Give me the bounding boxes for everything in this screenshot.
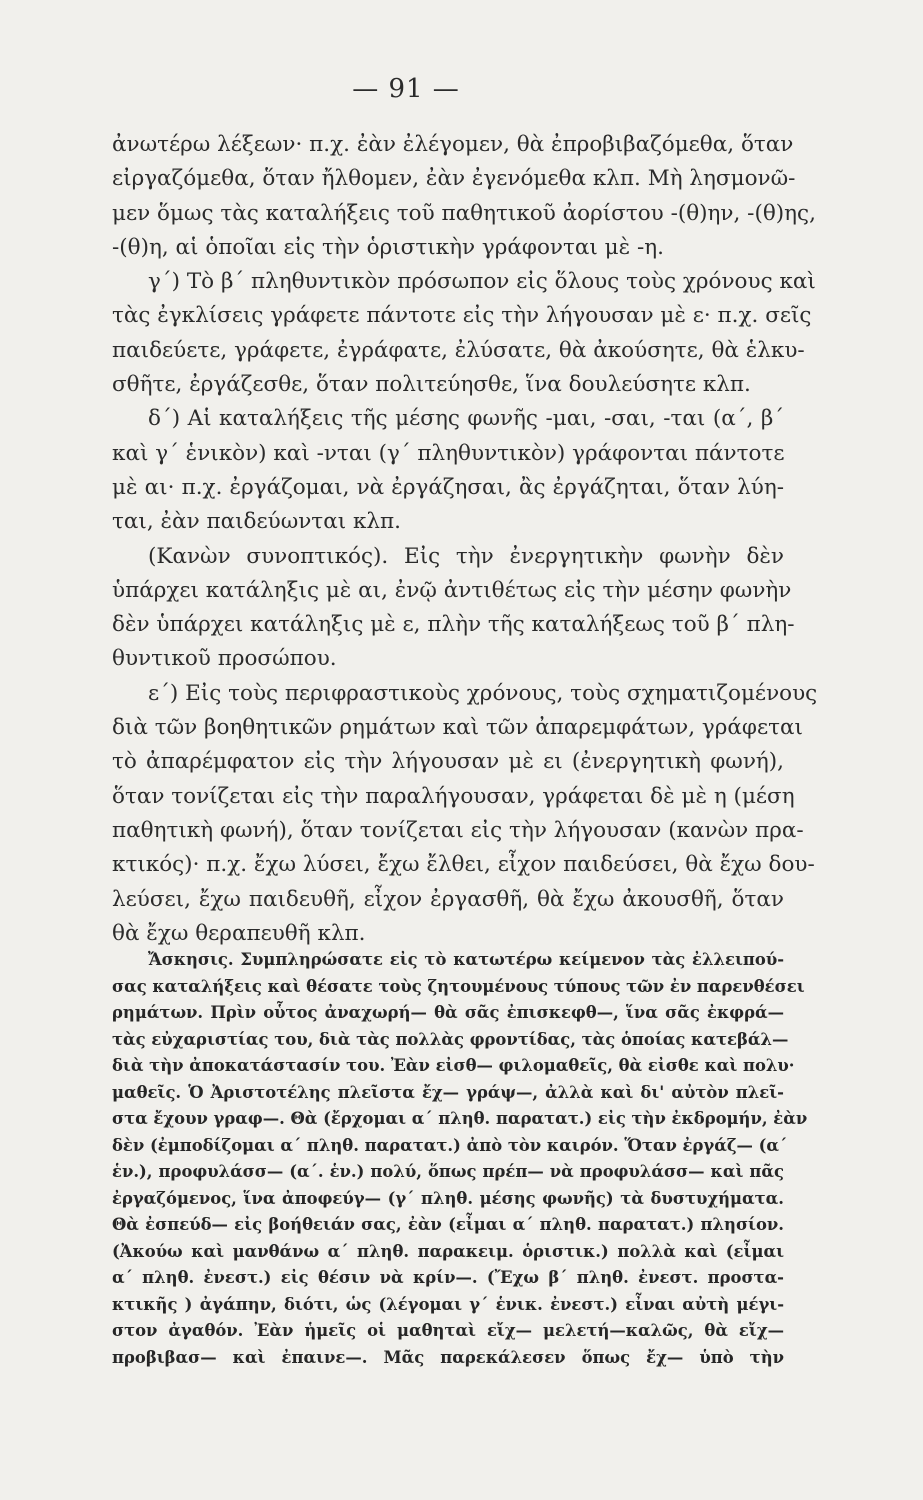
- exercise-line: Ἄσκησις. Συμπληρώσατε εἰς τὸ κατωτέρω κείμενον τὰς ἐλλειπού-: [148, 950, 784, 969]
- text-line: ὅταν τονίζεται εἰς τὴν παραλήγουσαν, γράφεται δὲ μὲ η (μέση: [112, 783, 795, 809]
- exercise-line: μαθεῖς. Ὁ Ἀριστοτέλης πλεῖστα ἔχ— γράψ—, ἀλλὰ καὶ δι' αὐτὸν πλεῖ-: [112, 1082, 784, 1102]
- exercise-line: κτικῆς ) ἀγάπην, διότι, ὡς (λέγομαι γ΄ ἑνικ. ἐνεστ.) εἶναι αὐτὴ μέγι-: [112, 1294, 784, 1314]
- text-line: καὶ γ΄ ἑνικὸν) καὶ -νται (γ΄ πληθυντικὸν) γράφονται πάντοτε: [112, 440, 785, 466]
- text-line: τὸ ἀπαρέμφατον εἰς τὴν λήγουσαν μὲ ει (ἐνεργητικὴ φωνή),: [112, 749, 784, 775]
- text-line: διὰ τῶν βοηθητικῶν ρημάτων καὶ τῶν ἀπαρεμφάτων, γράφεται: [112, 715, 803, 741]
- text-line: ἀνωτέρω λέξεων· π.χ. ἐὰν ἐλέγομεν, θὰ ἐπροβιβαζόμεθα, ὅταν: [112, 132, 794, 157]
- exercise-line: σας καταλήξεις καὶ θέσατε τοὺς ζητουμένους τύπους τῶν ἐν παρενθέσει: [112, 976, 805, 996]
- text-line: παθητικὴ φωνή), ὅταν τονίζεται εἰς τὴν λήγουσαν (κανὼν πρα-: [112, 817, 804, 843]
- text-line: ὑπάρχει κατάληξις μὲ αι, ἐνῷ ἀντιθέτως εἰς τὴν μέσην φωνὴν: [112, 577, 792, 603]
- exercise-line: στον ἀγαθόν. Ἐὰν ἡμεῖς οἱ μαθηταὶ εἴχ— μελετή—καλῶς, θὰ εἴχ—: [112, 1321, 784, 1340]
- text-line: θυντικοῦ προσώπου.: [112, 646, 337, 672]
- exercise-line: τὰς εὐχαριστίας του, διὰ τὰς πολλὰς φροντίδας, τὰς ὁποίας κατεβάλ—: [112, 1029, 789, 1049]
- exercise-line: Θὰ ἐσπεύδ— εἰς βοήθειάν σας, ἐὰν (εἶμαι α΄ πληθ. παρατατ.) πλησίον.: [112, 1215, 784, 1234]
- exercise-line: ρημάτων. Πρὶν οὗτος ἀναχωρή— θὰ σᾶς ἐπισκεφθ—, ἵνα σᾶς ἐκφρά—: [112, 1003, 784, 1022]
- exercise-line: δὲν (ἐμποδίζομαι α΄ πληθ. παρατατ.) ἀπὸ τὸν καιρόν. Ὅταν ἐργάζ— (α΄: [112, 1135, 788, 1155]
- text-line: κτικός)· π.χ. ἔχω λύσει, ἔχω ἔλθει, εἶχον παιδεύσει, θὰ ἔχω δου-: [112, 852, 815, 878]
- text-line: λεύσει, ἔχω παιδευθῆ, εἶχον ἐργασθῆ, θὰ ἔχω ἀκουσθῆ, ὅταν: [112, 886, 784, 912]
- exercise-line: στα ἔχουν γραφ—. Θὰ (ἔρχομαι α΄ πληθ. παρατατ.) εἰς τὴν ἐκδρομήν, ἐὰν: [112, 1109, 808, 1128]
- text-line: -(θ)η, αἱ ὁποῖαι εἰς τὴν ὁριστικὴν γράφονται μὲ -η.: [112, 234, 664, 260]
- exercise-line: (Ἀκούω καὶ μανθάνω α΄ πληθ. παρακειμ. ὁριστικ.) πολλὰ καὶ (εἶμαι: [112, 1241, 784, 1261]
- text-line: παιδεύετε, γράφετε, ἐγράφατε, ἐλύσατε, θὰ ἀκούσητε, θὰ ἑλκυ-: [112, 337, 805, 363]
- text-line: θὰ ἔχω θεραπευθῆ κλπ.: [112, 920, 366, 946]
- text-line: (Κανὼν συνοπτικός). Εἰς τὴν ἐνεργητικὴν φωνὴν δὲν: [148, 543, 784, 569]
- text-line: τὰς ἐγκλίσεις γράφετε πάντοτε εἰς τὴν λήγουσαν μὲ ε· π.χ. σεῖς: [112, 303, 812, 329]
- exercise-section: [112, 947, 808, 1371]
- exercise-line: προβιβασ— καὶ ἐπαινε—. Μᾶς παρεκάλεσεν ὅπως ἔχ— ὑπὸ τὴν: [112, 1347, 784, 1367]
- exercise-line: διὰ τὴν ἀποκατάστασίν του. Ἐὰν εἰσθ— φιλομαθεῖς, θὰ εἰσθε καὶ πολυ·: [112, 1056, 795, 1075]
- text-line: μὲ αι· π.χ. ἐργάζομαι, νὰ ἐργάζησαι, ἂς ἐργάζηται, ὅταν λύη-: [112, 474, 784, 500]
- exercise-line: α΄ πληθ. ἐνεστ.) εἰς θέσιν νὰ κρίν—. (Ἔχω β΄ πληθ. ἐνεστ. προστα-: [112, 1268, 784, 1287]
- text-line: ται, ἐὰν παιδεύωνται κλπ.: [112, 509, 402, 535]
- text-line: γ΄) Τὸ β΄ πληθυντικὸν πρόσωπον εἰς ὅλους τοὺς χρόνους καὶ: [148, 269, 816, 295]
- page-number: — 91 —: [352, 74, 460, 104]
- text-line: σθῆτε, ἐργάζεσθε, ὅταν πολιτεύησθε, ἵνα δουλεύσητε κλπ.: [112, 372, 751, 398]
- text-line: εἰργαζόμεθα, ὅταν ἤλθομεν, ἐὰν ἐγενόμεθα κλπ. Μὴ λησμονῶ-: [112, 166, 796, 192]
- text-line: ε΄) Εἰς τοὺς περιφραστικοὺς χρόνους, τοὺς σχηματιζομένους: [148, 680, 818, 706]
- text-line: μεν ὅμως τὰς καταλήξεις τοῦ παθητικοῦ ἀορίστου -(θ)ην, -(θ)ης,: [112, 200, 816, 226]
- text-line: δὲν ὑπάρχει κατάληξις μὲ ε, πλὴν τῆς καταλήξεως τοῦ β΄ πλη-: [112, 612, 795, 638]
- exercise-line: ἐργαζόμενος, ἵνα ἀποφεύγ— (γ΄ πληθ. μέσης φωνῆς) τὰ δυστυχήματα.: [112, 1188, 784, 1208]
- exercise-line: ἑν.), προφυλάσσ— (α΄. ἑν.) πολύ, ὅπως πρέπ— νὰ προφυλάσσ— καὶ πᾶς: [112, 1162, 784, 1181]
- text-line: δ΄) Αἱ καταλήξεις τῆς μέσης φωνῆς -μαι, -σαι, -ται (α΄, β΄: [148, 406, 784, 432]
- main-text: [112, 128, 818, 951]
